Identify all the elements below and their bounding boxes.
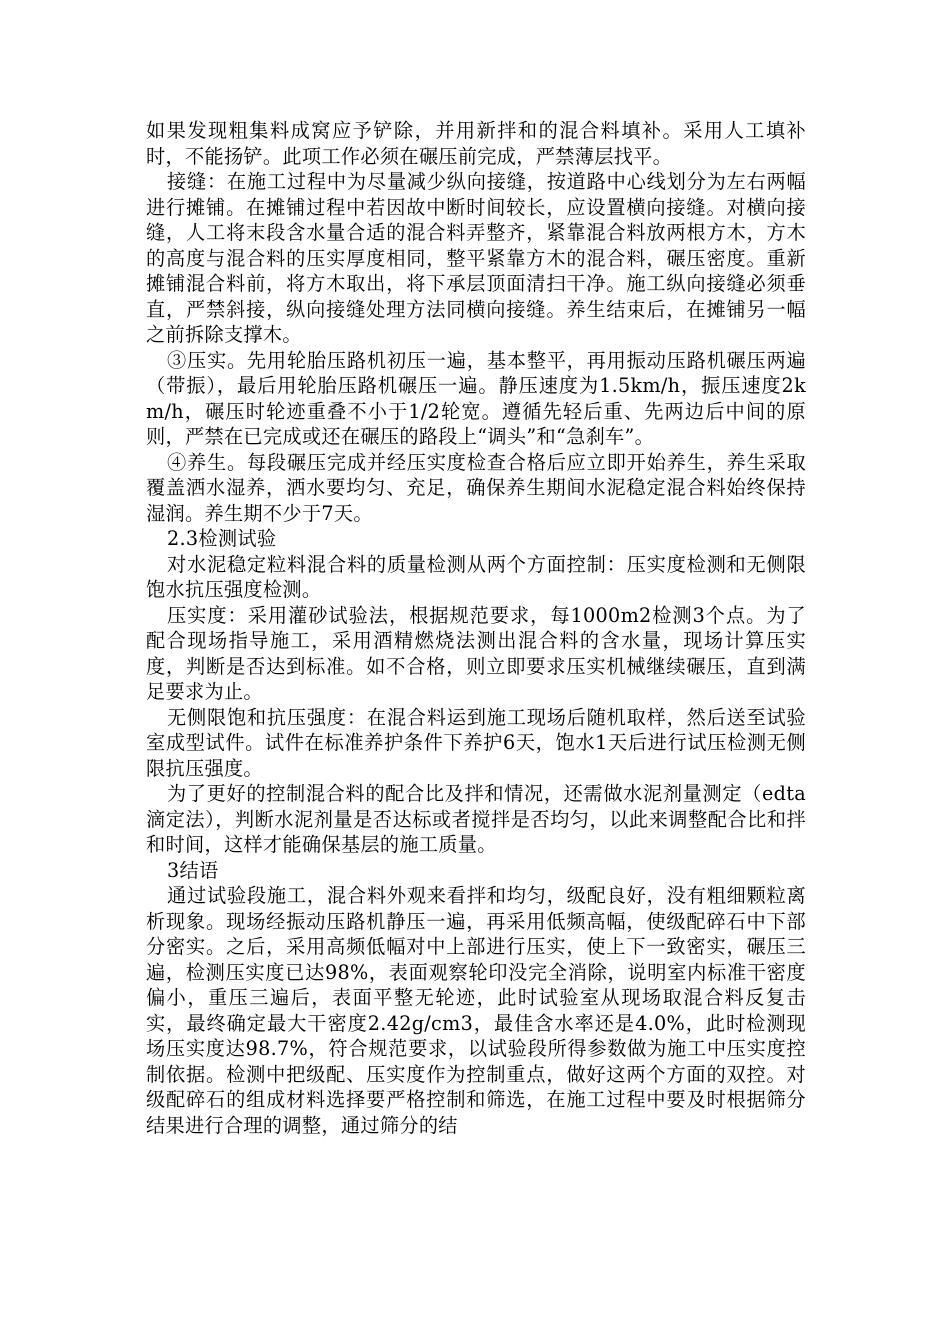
body-paragraph: 为了更好的控制混合料的配合比及拌和情况，还需做水泥剂量测定（edta滴定法），判断水泥剂量是否达标或者搅拌是否均匀，以此来调整配合比和拌和时间，这样才能确保基层的施工质量。 bbox=[146, 782, 806, 856]
body-paragraph: 无侧限饱和抗压强度：在混合料运到施工现场后随机取样，然后送至试验室成型试件。试件在标准养护条件下养护6天，饱水1天后进行试压检测无侧限抗压强度。 bbox=[146, 705, 806, 780]
body-paragraph: 通过试验段施工，混合料外观来看拌和均匀，级配良好，没有粗细颗粒离析现象。现场经振动压路机静压一遍，再采用低频高幅，使级配碎石中下部分密实。之后，采用高频低幅对中上部进行压实，使上下一致密实，碾压三遍，检测压实度已达98%，表面观察轮印没完全消除，说明室内标准干密度偏小，重压三遍后，表面平整无轮迹，此时试验室从现场取混合料反复击实，最终确定最大干密度2.42g/cm3，最佳含水率还是4.0%，此时检测现场压实度达98.7%，符合规范要求，以试验段所得参数做为施工中压实度控制依据。检测中把级配、压实度作为控制重点，做好这两个方面的双控。对级配碎石的组成材料选择要严格控制和筛选，在施工过程中要及时根据筛分结果进行合理的调整，通过筛分的结 bbox=[146, 884, 806, 1137]
section-heading: 2.3检测试验 bbox=[167, 527, 277, 550]
document-page bbox=[146, 118, 806, 1138]
section-heading: 3结语 bbox=[167, 858, 219, 882]
body-paragraph: 如果发现粗集料成窝应予铲除，并用新拌和的混合料填补。采用人工填补时，不能扬铲。此项工作必须在碾压前完成，严禁薄层找平。 bbox=[146, 119, 806, 168]
body-paragraph: ④养生。每段碾压完成并经压实度检查合格后应立即开始养生，养生采取覆盖洒水湿养，洒水要均匀、充足，确保养生期间水泥稳定混合料始终保持湿润。养生期不少于7天。 bbox=[146, 450, 806, 525]
body-paragraph: 接缝：在施工过程中为尽量减少纵向接缝，按道路中心线划分为左右两幅进行摊铺。在摊铺过程中若因故中断时间较长，应设置横向接缝。对横向接缝，人工将末段含水量合适的混合料弄整齐，紧靠混合料放两根方木，方木的高度与混合料的压实厚度相同，整平紧靠方木的混合料，碾压密度。重新摊铺混合料前，将方木取出，将下承层顶面清扫干净。施工纵向接缝必须垂直，严禁斜接，纵向接缝处理方法同横向接缝。养生结束后，在摊铺另一幅之前拆除支撑木。 bbox=[146, 170, 806, 346]
body-paragraph: 压实度：采用灌砂试验法，根据规范要求，每1000m2检测3个点。为了配合现场指导施工，采用酒精燃烧法测出混合料的含水量，现场计算压实度，判断是否达到标准。如不合格，则立即要求压实机械继续碾压，直到满足要求为止。 bbox=[146, 603, 806, 703]
body-paragraph: 对水泥稳定粒料混合料的质量检测从两个方面控制：压实度检测和无侧限饱水抗压强度检测。 bbox=[146, 552, 806, 601]
body-paragraph: ③压实。先用轮胎压路机初压一遍，基本整平，再用振动压路机碾压两遍（带振），最后用轮胎压路机碾压一遍。静压速度为1.5km/h，振压速度2km/h，碾压时轮迹重叠不小于1/2轮宽。遵循先轻后重、先两边后中间的原则，严禁在已完成或还在碾压的路段上“调头”和“急刹车”。 bbox=[146, 348, 806, 448]
